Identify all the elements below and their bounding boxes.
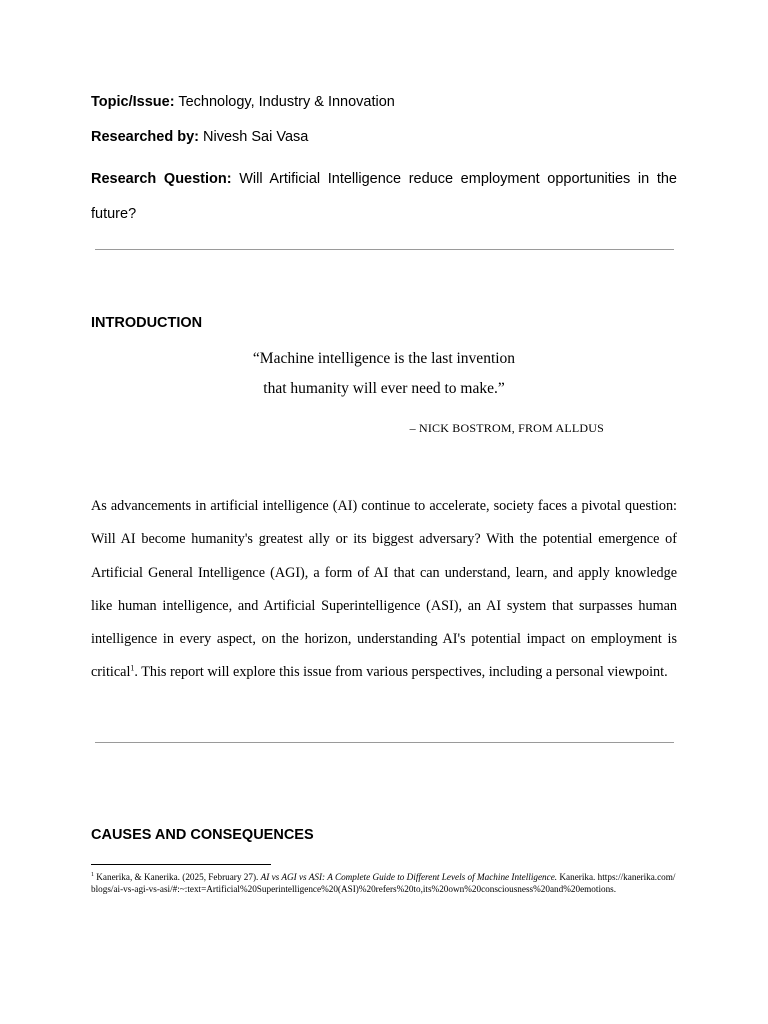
introduction-paragraph [91,490,677,690]
topic-value: Technology, Industry & Innovation [178,94,395,110]
section-divider [95,742,674,743]
research-question-value: Will Artificial Intelligence reduce employment opportunities in the future? [91,171,677,222]
paragraph-part-2: . This report will explore this issue from various perspectives, including a personal viewpoint. [134,664,668,681]
topic-line [91,94,395,110]
quote-line-1: “Machine intelligence is the last invention [252,350,516,367]
footnote [91,871,677,895]
topic-label: Topic/Issue: [91,94,175,110]
research-question-label: Research Question: [91,171,232,187]
researcher-line [91,129,308,145]
footnote-number: 1 [91,871,94,878]
footnote-separator [91,864,271,865]
researcher-value: Nivesh Sai Vasa [203,129,309,145]
quote-attribution: – NICK BOSTROM, FROM ALLDUS [409,421,604,435]
epigraph-quote [200,344,568,404]
quote-line-2: that humanity will ever need to make.” [263,380,505,397]
footnote-authors: Kanerika, & Kanerika. (2025, February 27). [96,872,259,882]
footnote-title: AI vs AGI vs ASI: A Complete Guide to Different Levels of Machine Intelligence. [260,872,558,882]
footnote-reference[interactable]: 1 [130,663,135,673]
footnote-url[interactable]: https://kanerika.com/blogs/ai-vs-agi-vs-asi/#:~:text=Artificial%20Superintelligence%20(ASI)%20refers%20to,its%20own%20consciousness%20and%20emotions. [91,872,676,895]
introduction-heading: INTRODUCTION [91,315,203,331]
causes-heading: CAUSES AND CONSEQUENCES [91,827,314,843]
footnote-publisher: Kanerika. [559,872,596,882]
section-divider [95,249,674,250]
research-question [91,162,677,232]
paragraph-part-1: As advancements in artificial intelligence (AI) continue to accelerate, society faces a pivotal question: Will AI become humanity's greatest ally or its biggest adversary? With the potential emergence of Artificial General Intelligence (AGI), a form of AI that can understand, learn, and apply knowledge like human intelligence, and Artificial Superintelligence (ASI), an AI system that surpasses human intelligence in every aspect, on the horizon, understanding AI's potential impact on employment is critical [91,498,677,681]
researcher-label: Researched by: [91,129,199,145]
